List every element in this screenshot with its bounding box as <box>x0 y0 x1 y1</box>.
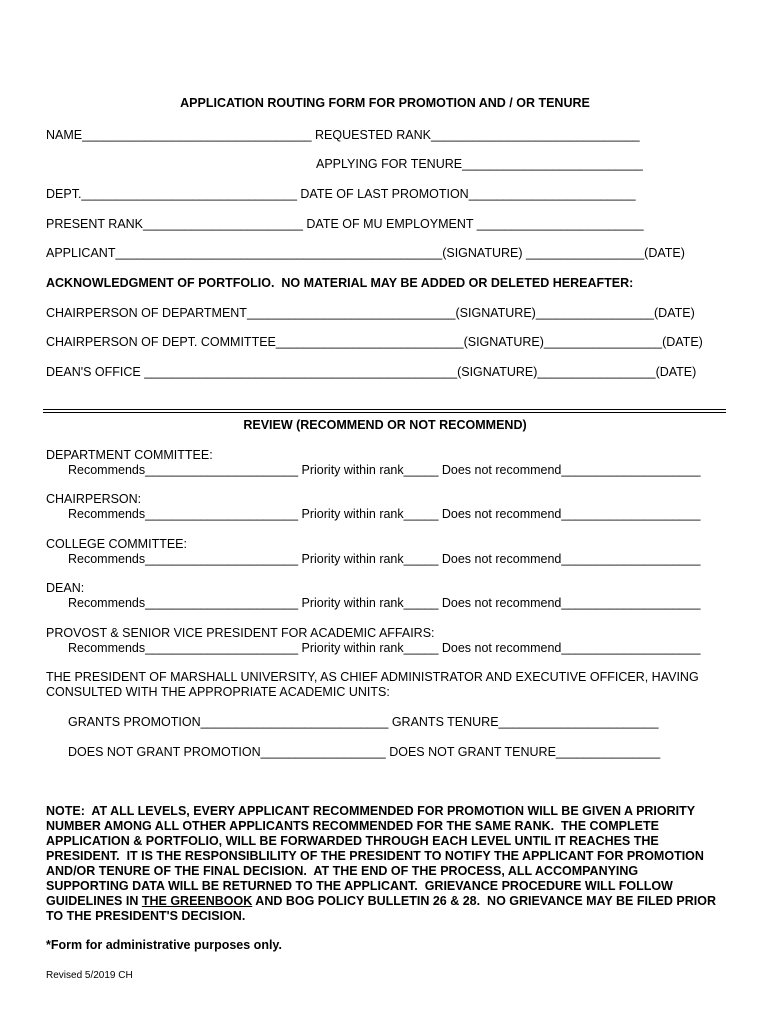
does-not-grant-line[interactable]: DOES NOT GRANT PROMOTION__________________ DOES NOT GRANT TENURE_______________ <box>68 745 661 759</box>
dean-recommend-line[interactable]: Recommends______________________ Priority within rank_____ Does not recommend____________________ <box>68 596 701 610</box>
dept-committee-recommend-line[interactable]: Recommends______________________ Priority within rank_____ Does not recommend____________________ <box>68 463 701 477</box>
dept-committee-label: DEPARTMENT COMMITTEE: <box>46 448 213 462</box>
dean-label: DEAN: <box>46 581 85 595</box>
provost-recommend-line[interactable]: Recommends______________________ Priority within rank_____ Does not recommend____________________ <box>68 641 701 655</box>
greenbook-reference: THE GREENBOOK <box>141 894 253 908</box>
applying-for-tenure-line[interactable]: APPLYING FOR TENURE__________________________ <box>316 157 643 171</box>
admin-purposes-note: *Form for administrative purposes only. <box>46 938 282 952</box>
name-requested-rank-line[interactable]: NAME_________________________________ REQUESTED RANK______________________________ <box>46 128 640 142</box>
note-line: GUIDELINES IN <box>46 894 142 908</box>
dept-last-promotion-line[interactable]: DEPT._______________________________ DATE OF LAST PROMOTION________________________ <box>46 187 636 201</box>
provost-label: PROVOST & SENIOR VICE PRESIDENT FOR ACADEMIC AFFAIRS: <box>46 626 435 640</box>
chair-dept-signature-line[interactable]: CHAIRPERSON OF DEPARTMENT______________________________(SIGNATURE)_________________(DATE) <box>46 306 695 320</box>
chairperson-recommend-line[interactable]: Recommends______________________ Priority within rank_____ Does not recommend____________________ <box>68 507 701 521</box>
note-line: NUMBER AMONG ALL OTHER APPLICANTS RECOMMENDED FOR THE SAME RANK. THE COMPLETE <box>46 819 659 833</box>
chairperson-label: CHAIRPERSON: <box>46 492 142 506</box>
note-line: AND BOG POLICY BULLETIN 26 & 28. NO GRIEVANCE MAY BE FILED PRIOR <box>252 894 717 908</box>
revision-stamp: Revised 5/2019 CH <box>46 970 133 981</box>
present-rank-employment-line[interactable]: PRESENT RANK_______________________ DATE OF MU EMPLOYMENT ________________________ <box>46 217 644 231</box>
divider-bottom <box>43 412 726 413</box>
note-paragraph <box>46 804 730 924</box>
note-line: NOTE: AT ALL LEVELS, EVERY APPLICANT RECOMMENDED FOR PROMOTION WILL BE GIVEN A PRIORITY <box>46 804 696 818</box>
note-line: TO THE PRESIDENT'S DECISION. <box>46 909 246 923</box>
applicant-signature-line[interactable]: APPLICANT_______________________________________________(SIGNATURE) _________________(DATE) <box>46 246 685 260</box>
president-statement-line1: THE PRESIDENT OF MARSHALL UNIVERSITY, AS CHIEF ADMINISTRATOR AND EXECUTIVE OFFICER, HAVING <box>46 670 699 684</box>
review-heading: REVIEW (RECOMMEND OR NOT RECOMMEND) <box>243 418 527 432</box>
divider-top <box>43 409 726 410</box>
note-line: PRESIDENT. IT IS THE RESPONSIBLILITY OF THE PRESIDENT TO NOTIFY THE APPLICANT FOR PROMOTION <box>46 849 704 863</box>
college-committee-label: COLLEGE COMMITTEE: <box>46 537 187 551</box>
form-title: APPLICATION ROUTING FORM FOR PROMOTION AND / OR TENURE <box>180 96 590 110</box>
note-line: SUPPORTING DATA WILL BE RETURNED TO THE APPLICANT. GRIEVANCE PROCEDURE WILL FOLLOW <box>46 879 673 893</box>
chair-committee-signature-line[interactable]: CHAIRPERSON OF DEPT. COMMITTEE___________________________(SIGNATURE)_________________(DATE) <box>46 335 703 349</box>
president-statement-line2: CONSULTED WITH THE APPROPRIATE ACADEMIC UNITS: <box>46 685 390 699</box>
grants-line[interactable]: GRANTS PROMOTION___________________________ GRANTS TENURE_______________________ <box>68 715 659 729</box>
note-line: APPLICATION & PORTFOLIO, WILL BE FORWARDED THROUGH EACH LEVEL UNTIL IT REACHES THE <box>46 834 659 848</box>
dean-office-signature-line[interactable]: DEAN'S OFFICE _____________________________________________(SIGNATURE)_________________(DATE) <box>46 365 697 379</box>
acknowledgment-heading: ACKNOWLEDGMENT OF PORTFOLIO. NO MATERIAL MAY BE ADDED OR DELETED HEREAFTER: <box>46 276 634 290</box>
college-committee-recommend-line[interactable]: Recommends______________________ Priority within rank_____ Does not recommend____________________ <box>68 552 701 566</box>
note-line: AND/OR TENURE OF THE FINAL DECISION. AT THE END OF THE PROCESS, ALL ACCOMPANYING <box>46 864 639 878</box>
